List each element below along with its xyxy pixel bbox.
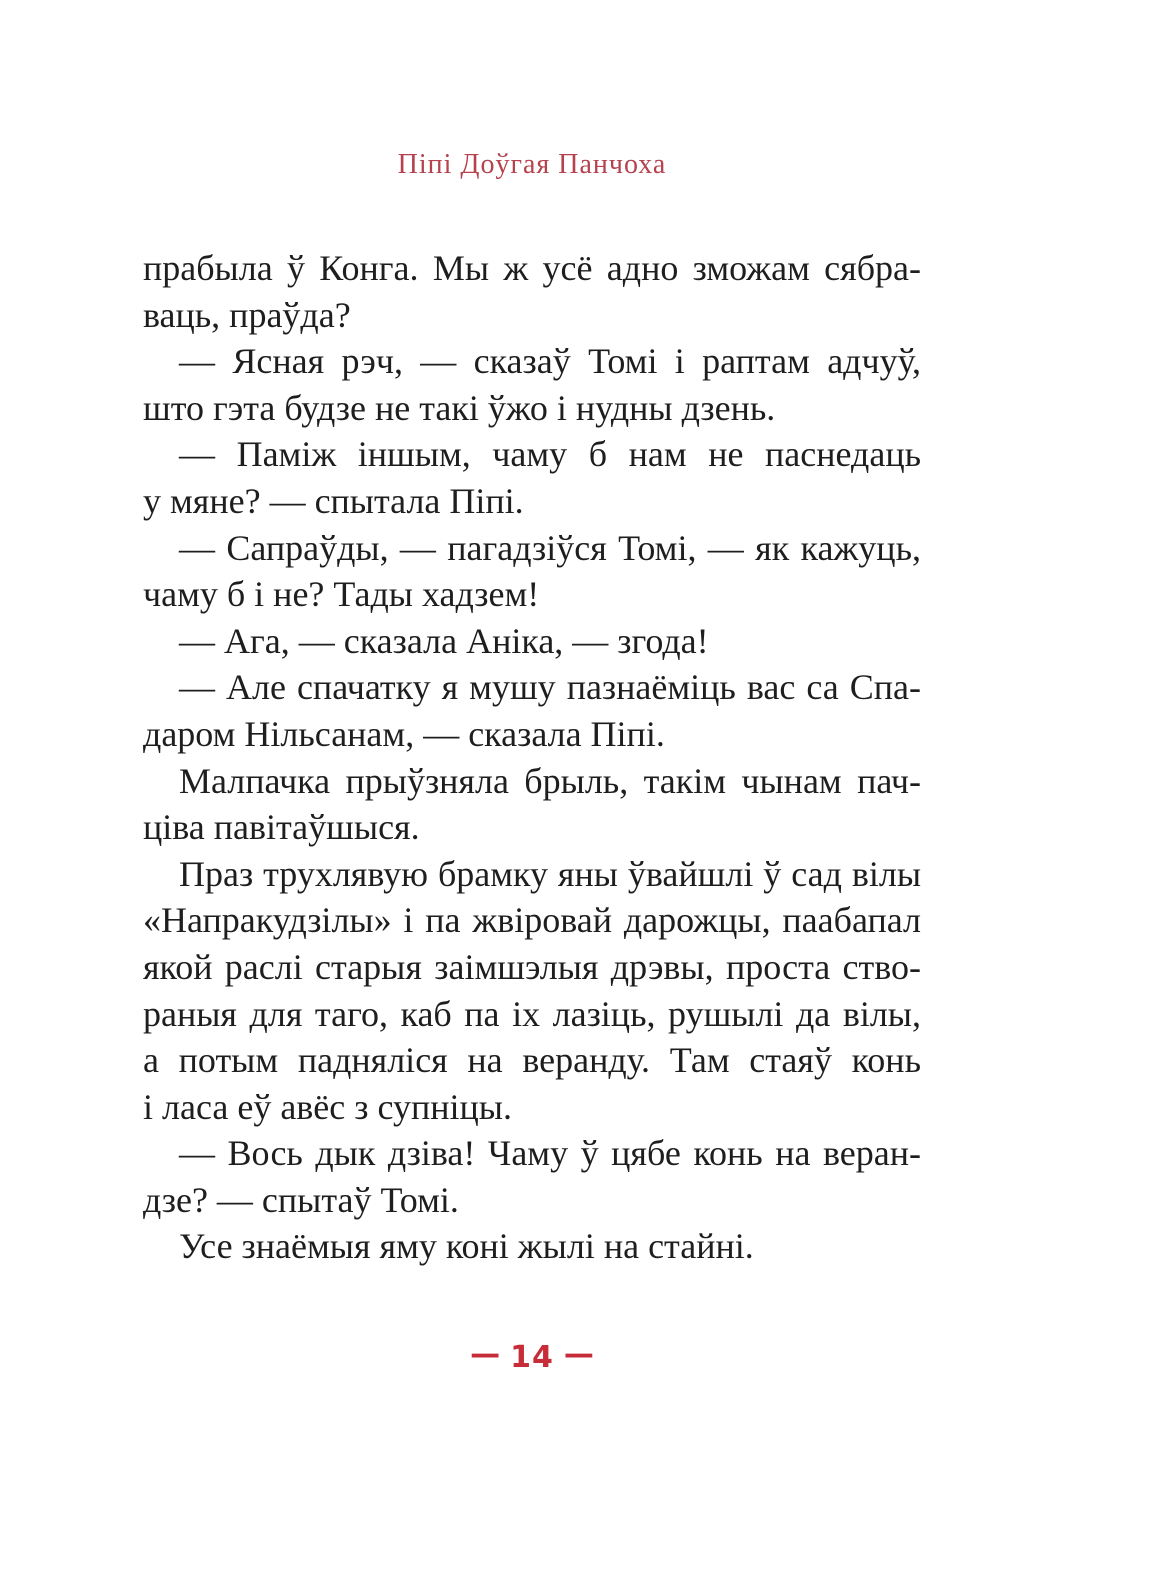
text-line: — Сапраўды, — пагадзіўся Томі, — як кажуць, — [179, 527, 921, 568]
text-line: ціва павітаўшыся. — [143, 807, 420, 848]
text-line: што гэта будзе не такі ўжо і нудны дзень. — [143, 387, 776, 428]
text-line: — Ага, — сказала Аніка, — згода! — [179, 620, 709, 661]
text-line: а потым падняліся на веранду. Там стаяў конь — [143, 1040, 921, 1081]
text-line: — Вось дык дзіва! Чаму ў цябе конь на веран- — [179, 1133, 921, 1174]
text-line: ваць, праўда? — [143, 294, 351, 335]
page-number-footer — [143, 1337, 921, 1375]
text-line: даром Нільсанам, — сказала Піпі. — [143, 713, 665, 754]
footer-dash-left: — — [470, 1337, 501, 1372]
text-line: Усе знаёмыя яму коні жылі на стайні. — [179, 1226, 754, 1267]
footer-dash-right: — — [563, 1337, 594, 1372]
page-number: 14 — [510, 1340, 554, 1375]
text-line: і ласа еў авёс з супніцы. — [143, 1086, 512, 1127]
text-line: раныя для таго, каб па іх лазіць, рушылі да вілы, — [143, 993, 921, 1034]
text-line: Малпачка прыўзняла брыль, такім чынам пач- — [179, 760, 921, 801]
running-header-title: Піпі Доўгая Панчоха — [397, 149, 667, 180]
text-line: у мяне? — спытала Піпі. — [143, 480, 524, 521]
text-line: Праз трухлявую брамку яны ўвайшлі ў сад вілы — [179, 853, 921, 894]
text-line: дзе? — спытаў Томі. — [143, 1179, 459, 1220]
text-line: «Напракудзілы» і па жвіровай дарожцы, паабапал — [143, 900, 921, 941]
text-line: — Але спачатку я мушу пазнаёміць вас са Спа- — [179, 667, 921, 708]
text-line: прабыла ў Конга. Мы ж усё адно зможам сябра- — [143, 248, 921, 288]
page-body-text — [143, 245, 921, 1270]
text-line: — Ясная рэч, — сказаў Томі і раптам адчуў, — [179, 341, 921, 382]
text-line: якой раслі старыя заімшэлыя дрэвы, проста ство- — [143, 946, 921, 987]
text-line: — Паміж іншым, чаму б нам не паснедаць — [179, 434, 921, 475]
text-line: чаму б і не? Тады хадзем! — [143, 574, 540, 615]
